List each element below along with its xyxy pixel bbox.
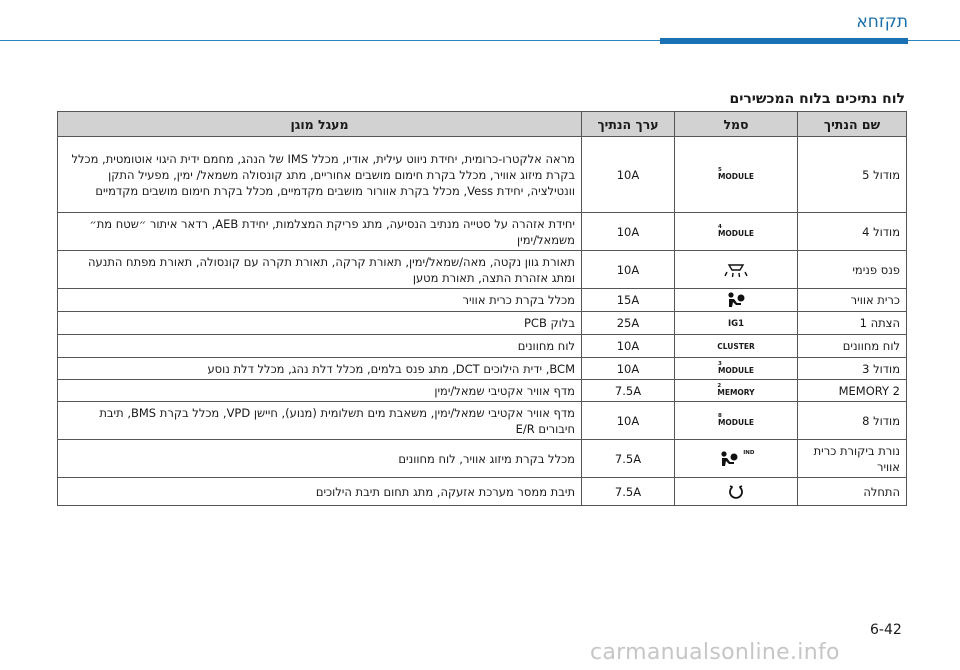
protected-circuit: יחידת אזהרה על סטייה מנתיב הנסיעה, מתג פריקת המצלמות, יחידת AEB, רדאר איתור ״שטח מת״ משמאל/ימין xyxy=(58,213,582,251)
table-row xyxy=(58,380,907,402)
table-row xyxy=(58,358,907,380)
protected-circuit: מכלל בקרת מיזוג אוויר, לוח מחוונים xyxy=(58,440,582,478)
protected-circuit: תאורת גוון נקטה, מאה/שמאל/ימין, תאורת קרקה, תאורת תקרה עם קונסולה, תאורת מפתח התנעה ומתג אזהרת התצה, תאורת מטען xyxy=(58,251,582,289)
start-icon xyxy=(675,478,798,506)
table-row xyxy=(58,312,907,335)
table-row xyxy=(58,402,907,440)
fuse-name: כרית אוויר xyxy=(798,289,907,312)
protected-circuit: מראה אלקטרו-כרומית, יחידת ניווט עילית, אודיו, מכלל IMS של הנהג, מחמם ידית היגוי אוטומטית, מכלל בקרת מיזוג אוויר, מכלל בקרת חימום מושבים אחוריים, מתג קונסולה משמאל/ ימין, מפעיל התקן וונטילציה, יחידת Vess, מכלל בקרת אוורור מושבים מקדמיים, מכלל בקרת חימום מושבים מקדמיים xyxy=(58,137,582,213)
fuse-rating: 7.5A xyxy=(582,380,675,402)
table-row xyxy=(58,289,907,312)
header-accent-bar xyxy=(660,38,908,44)
fuse-name: מודול 5 xyxy=(798,137,907,213)
fuse-rating: 10A xyxy=(582,213,675,251)
protected-circuit: לוח מחוונים xyxy=(58,335,582,358)
fuse-table xyxy=(57,111,907,506)
section-title: לוח נתיכים בלוח המכשירים xyxy=(729,91,905,107)
table-row xyxy=(58,478,907,506)
fuse-rating: 10A xyxy=(582,137,675,213)
table-row xyxy=(58,213,907,251)
fuse-rating: 10A xyxy=(582,402,675,440)
fuse-name: MEMORY 2 xyxy=(798,380,907,402)
table-header-row xyxy=(58,112,907,137)
fuse-rating: 25A xyxy=(582,312,675,335)
fuse-symbol-memory-icon: 2 MEMORY xyxy=(675,380,798,402)
col-rating: ערך הנתיך xyxy=(582,112,675,137)
fuse-symbol-module-icon: 4 MODULE xyxy=(675,213,798,251)
cluster-icon: CLUSTER xyxy=(675,335,798,358)
dome-lamp-icon xyxy=(675,251,798,289)
table-row xyxy=(58,137,907,213)
col-circuit: מעגל מוגן xyxy=(58,112,582,137)
fuse-rating: 7.5A xyxy=(582,478,675,506)
fuse-name: מודול 8 xyxy=(798,402,907,440)
airbag-indicator-icon: IND xyxy=(675,440,798,478)
fuse-name: הצתה 1 xyxy=(798,312,907,335)
fuse-rating: 10A xyxy=(582,358,675,380)
protected-circuit: תיבת ממסר מערכת אזעקה, מתג תחום תיבת הילוכים xyxy=(58,478,582,506)
fuse-name: פנס פנימי xyxy=(798,251,907,289)
protected-circuit: BCM, ידית הילוכים DCT, מתג פנס בלמים, מכלל דלת נהג, מכלל דלת נוסע xyxy=(58,358,582,380)
table-row xyxy=(58,335,907,358)
fuse-name: מודול 4 xyxy=(798,213,907,251)
table-row xyxy=(58,251,907,289)
protected-circuit: מדף אוויר אקטיבי שמאל/ימין, משאבת מים תשלומית (מנוע), חיישן VPD, מכלל בקרת BMS, תיבת חיבורים E/R xyxy=(58,402,582,440)
page-number: 6-42 xyxy=(870,622,902,638)
fuse-rating: 10A xyxy=(582,335,675,358)
table-row xyxy=(58,440,907,478)
col-symbol: סמל xyxy=(675,112,798,137)
fuse-name: התחלה xyxy=(798,478,907,506)
protected-circuit: מדף אוויר אקטיבי שמאל/ימין xyxy=(58,380,582,402)
ignition-1-icon: IG1 xyxy=(675,312,798,335)
fuse-name: לוח מחוונים xyxy=(798,335,907,358)
airbag-icon xyxy=(675,289,798,312)
col-fuse-name: שם הנתיך xyxy=(798,112,907,137)
fuse-rating: 10A xyxy=(582,251,675,289)
fuse-symbol-module-icon: 5 MODULE xyxy=(675,137,798,213)
watermark: carmanualsonline.info xyxy=(590,640,840,665)
protected-circuit: בלוק PCB xyxy=(58,312,582,335)
protected-circuit: מכלל בקרת כרית אוויר xyxy=(58,289,582,312)
header-title: תקזחא xyxy=(856,12,908,32)
fuse-rating: 7.5A xyxy=(582,440,675,478)
fuse-rating: 15A xyxy=(582,289,675,312)
fuse-symbol-module-icon: 8 MODULE xyxy=(675,402,798,440)
fuse-name: נורת ביקורת כרית אוויר xyxy=(798,440,907,478)
fuse-symbol-module-icon: 3 MODULE xyxy=(675,358,798,380)
fuse-name: מודול 3 xyxy=(798,358,907,380)
